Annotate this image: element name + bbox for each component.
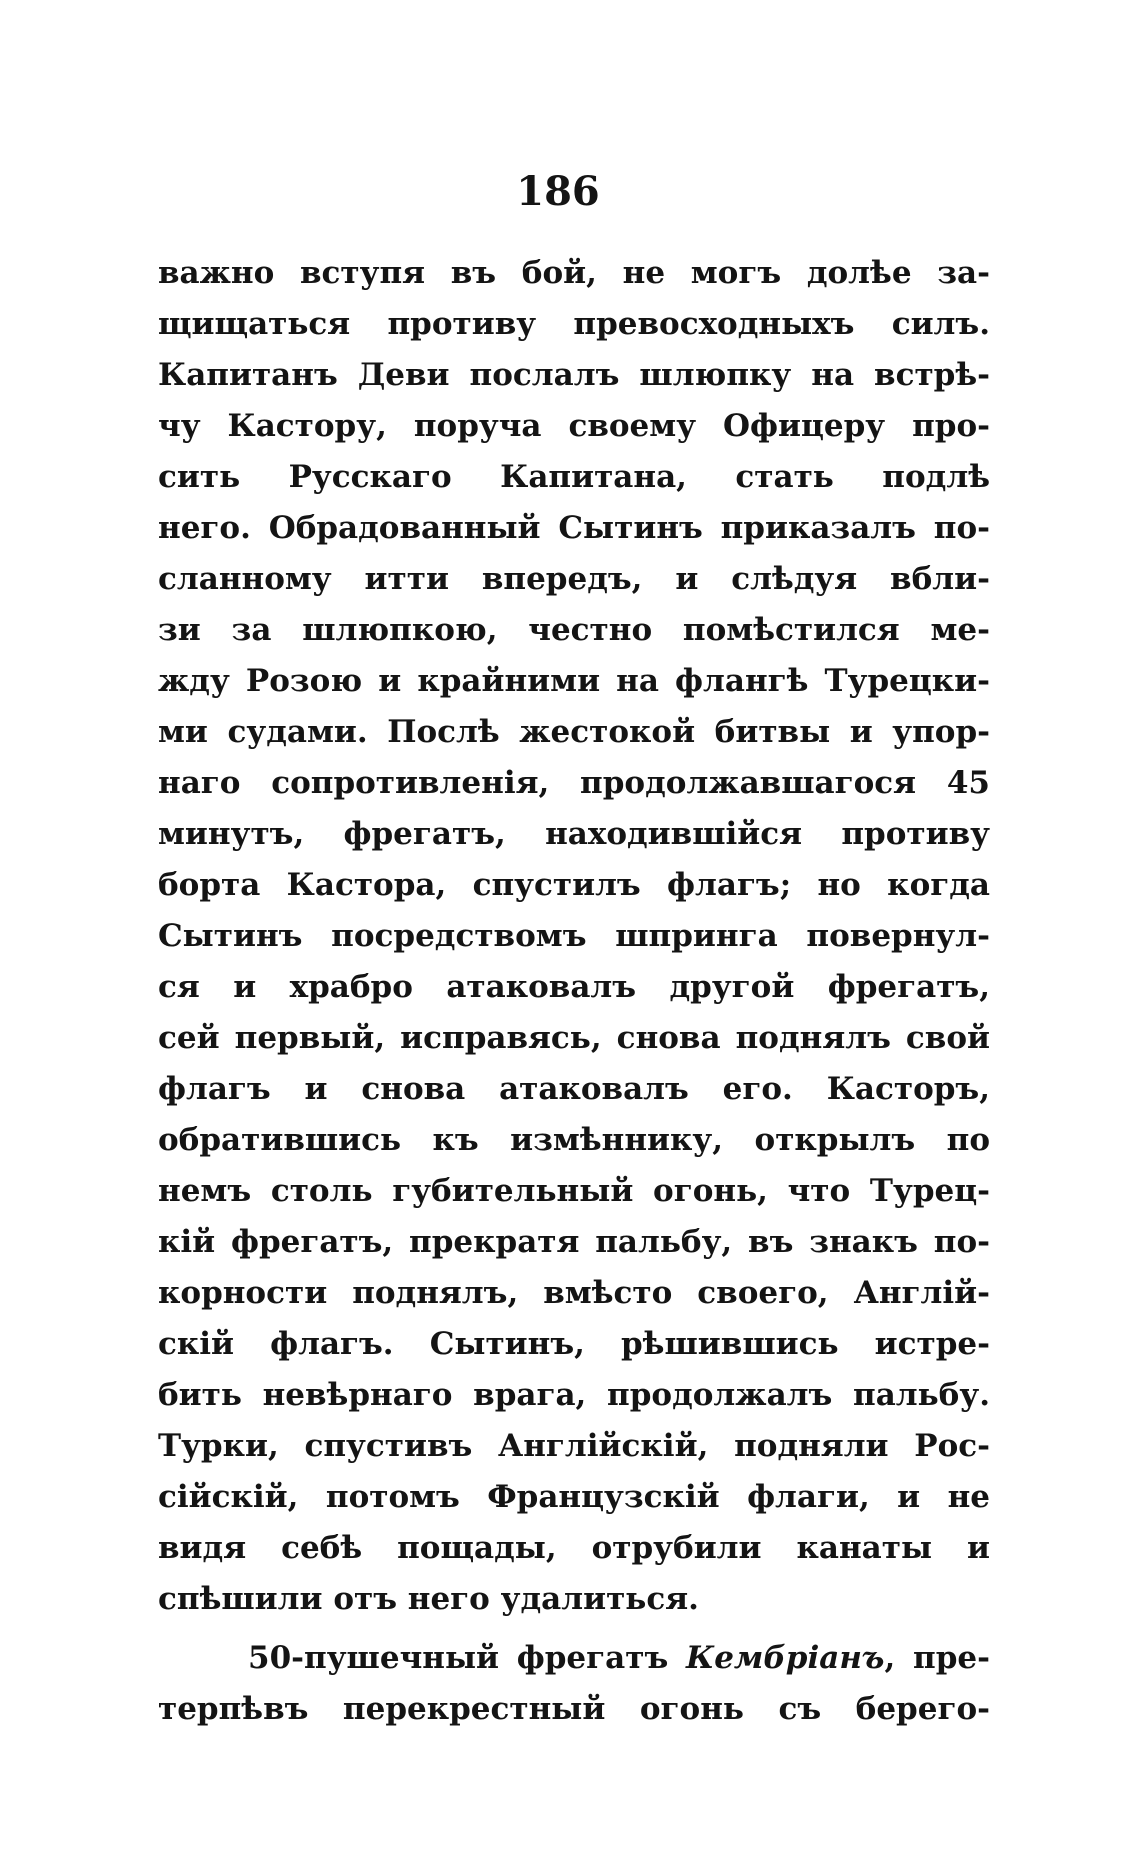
text-line: терпѣвъ перекрестный огонь съ берего- [158,1691,990,1727]
text-line: зи за шлюпкою, честно помѣстился ме- [158,612,990,648]
text-line: немъ столь губительный огонь, что Турец- [158,1173,990,1209]
text-line: корности поднялъ, вмѣсто своего, Англій- [158,1275,990,1311]
text-line: него. Обрадованный Сытинъ приказалъ по- [158,510,990,546]
text-line: Сытинъ посредствомъ шпринга повернул- [158,918,990,954]
text-line: сійскій, потомъ Французскій флаги, и не [158,1479,990,1515]
text-run: , пре- [884,1640,990,1676]
text-line: сить Русскаго Капитана, стать подлѣ [158,459,990,495]
body-text [158,248,990,1735]
text-line: сланному итти впередъ, и слѣдуя вбли- [158,561,990,597]
text-line: бить невѣрнаго врага, продолжалъ пальбу. [158,1377,990,1413]
text-line: ся и храбро атаковалъ другой фрегатъ, [158,969,990,1005]
text-line: ми судами. Послѣ жестокой битвы и упор- [158,714,990,750]
text-line: флагъ и снова атаковалъ его. Касторъ, [158,1071,990,1107]
text-run: 50-пушечный фрегатъ [248,1640,686,1676]
text-line: Капитанъ Деви послалъ шлюпку на встрѣ- [158,357,990,393]
text-line: Турки, спустивъ Англійскій, подняли Рос- [158,1428,990,1464]
text-line: сей первый, исправясь, снова поднялъ свой [158,1020,990,1056]
text-line: важно вступя въ бой, не могъ долѣе за- [158,255,990,291]
text-line: чу Кастору, поруча своему Офицеру про- [158,408,990,444]
ship-name: Кембріанъ [686,1640,885,1676]
text-line: кій фрегатъ, прекратя пальбу, въ знакъ по- [158,1224,990,1260]
text-line: жду Розою и крайними на флангѣ Турецки- [158,663,990,699]
text-line: борта Кастора, спустилъ флагъ; но когда [158,867,990,903]
paragraph [158,1633,990,1735]
paragraph [158,248,990,1625]
text-line: видя себѣ пощады, отрубили канаты и [158,1530,990,1566]
text-line: минутъ, фрегатъ, находившійся противу [158,816,990,852]
text-line: скій флагъ. Сытинъ, рѣшившись истре- [158,1326,990,1362]
paragraph-gap [158,1625,990,1633]
text-line: наго сопротивленія, продолжавшагося 45 [158,765,990,801]
page-number: 186 [516,168,600,215]
text-line: спѣшили отъ него удалиться. [158,1581,699,1617]
text-line [158,1633,990,1684]
text-line: обратившись къ измѣннику, открылъ по [158,1122,990,1158]
text-line: щищаться противу превосходныхъ силъ. [158,306,990,342]
